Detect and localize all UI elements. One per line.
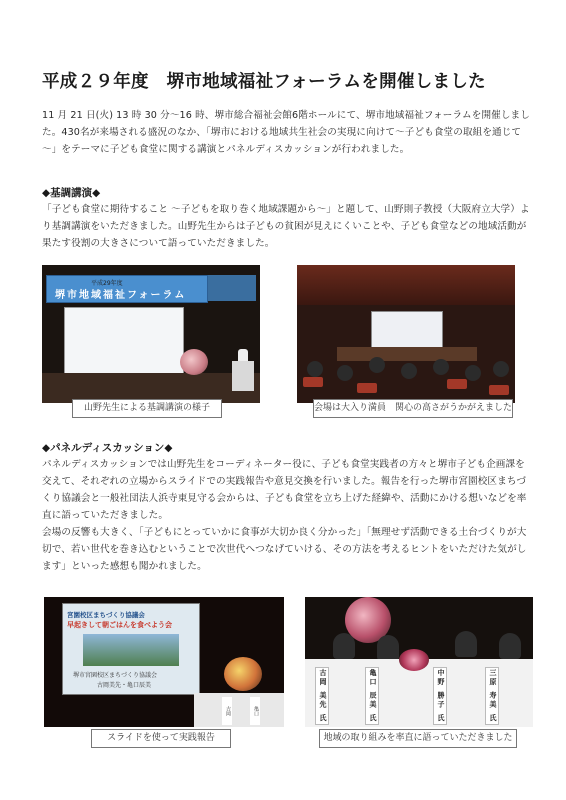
banner-side-panel [208,275,256,301]
name-plate: 三原 寿美 氏 [485,667,499,725]
keynote-paragraph: 「子ども食堂に期待すること ～子どもを取り巻く地域課題から～」と題して、山野則子教授（大阪府立大学）より基調講演をいただきました。山野先生からは子どもの貧困が見えにくいことや、子ども食堂などの地域活動が果たす役割の大きさについて語っていただきました。 [42,204,530,249]
seat [489,385,509,395]
slide-title: 宮園校区まちづくり協議会 [67,611,145,619]
banner-title-text: 堺市地域福祉フォーラム [55,290,187,301]
audience-member [307,361,323,377]
audience-member [493,361,509,377]
table-flowers [399,649,429,671]
name-plate: 亀口 辰美 氏 [365,667,379,725]
keynote-heading: ◆基調講演◆ [42,187,101,199]
seat [357,383,377,393]
flower-arrangement [224,657,262,691]
audience-member [433,359,449,375]
page-title: 平成２９年度 堺市地域福祉フォーラムを開催しました [42,72,486,92]
podium [232,361,254,391]
practice-report-photo [44,597,284,727]
slide-organization: 堺市宮園校区まちづくり協議会 [73,672,157,679]
hall-ceiling [297,265,515,305]
keynote-speech-photo [42,265,260,403]
audience-member [369,357,385,373]
panelist [499,633,521,659]
panelists-photo [305,597,533,727]
panel-paragraph-1: パネルディスカッションでは山野先生をコーディネーター役に、子ども食堂実践者の方々と堺市子ども企画課を交えて、それぞれの立場からスライドでの実践報告や意見交換を行いました。報告を行った堺市宮園校区まちづくり協議会と一般社団法人浜寺東見守る会からは、子ども食堂を立ち上げた経緯や、活動にかける想いなどを率直に語っていただきました。 [42,459,527,521]
photo4-caption: 地域の取り組みを率直に語っていただきました [319,729,517,748]
panelist [377,635,399,661]
panel-paragraph-2: 会場の反響も大きく、「子どもにとっていかに食事が大切か良く分かった」「無理せず活動できる土台づくりが大切で、若い世代を巻き込むということで次世代へつなげていける、その方法を考えるヒントをいただけた気がします」といった感想も聞かれました。 [42,527,527,572]
audience-hall-photo [297,265,515,403]
photo2-caption: 会場は大入り満員 関心の高さがうかがえました [313,399,513,418]
slide-subtitle: 早起きして朝ごはんを食べよう会 [67,621,172,629]
photo1-caption: 山野先生による基調講演の様子 [72,399,222,418]
photo3-caption: スライドを使って実践報告 [91,729,231,748]
intro-paragraph: 11 月 21 日(火) 13 時 30 分～16 時、堺市総合福祉会館6階ホールにて、堺市地域福祉フォーラムを開催しました。430名が来場される盛況のなか、「堺市における地域共生社会の実現に向けて～子ども食堂の取組を通じて～」をテーマに子ども食堂に関する講演とパネルディスカッションが行われました。 [42,110,530,155]
slide-image [83,634,179,666]
banner-year-text: 平成29年度 [91,280,123,287]
slide-presenters: 古岡美先・亀口辰美 [97,682,152,689]
panelist [455,631,477,657]
presentation-slide [62,603,200,695]
panel-heading: ◆パネルディスカッション◆ [42,442,173,454]
name-plate: 古岡 [222,697,232,725]
name-plate: 亀口 [250,697,260,725]
name-plate: 中野 勝子 氏 [433,667,447,725]
panelist [333,633,355,659]
flower-arrangement [180,349,208,375]
audience-member [337,365,353,381]
audience-member [401,363,417,379]
hall-stage [337,347,477,361]
seat [447,379,467,389]
seat [303,377,323,387]
name-plate: 古岡 美先 氏 [315,667,329,725]
forum-banner [46,275,208,303]
panel-table [194,693,284,727]
audience-member [465,365,481,381]
